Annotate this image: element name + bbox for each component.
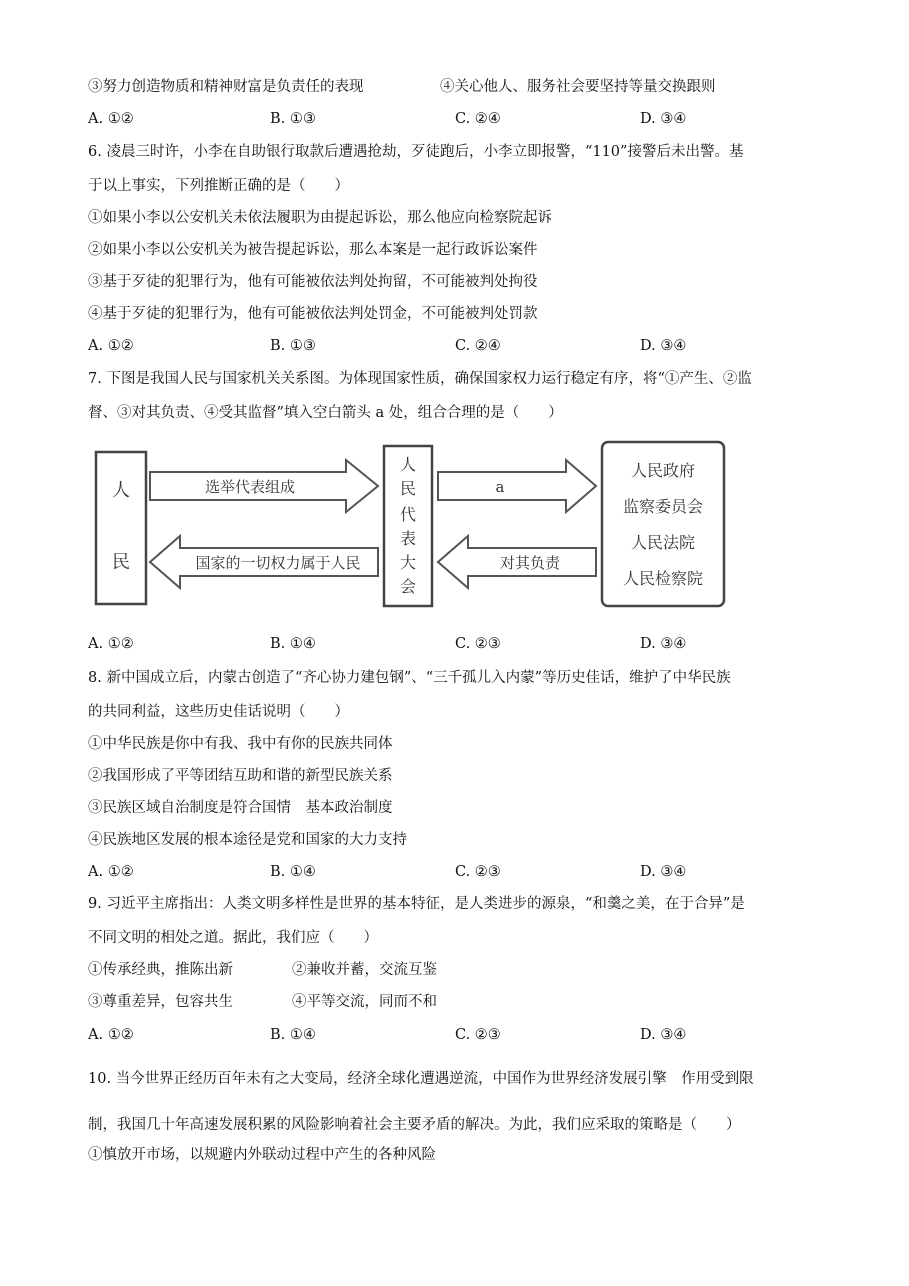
q9-stem-line1: 9. 习近平主席指出：人类文明多样性是世界的基本特征，是人类进步的源泉，“和羹之美，在于合异”是	[88, 896, 745, 912]
relationship-diagram-svg	[88, 436, 728, 614]
q7-option-d: D. ③④	[640, 636, 687, 652]
q10-item-1: ①慎放开市场，以规避内外联动过程中产生的各种风险	[88, 1147, 436, 1163]
q7-stem-line2: 督、③对其负责、④受其监督”填入空白箭头 a 处，组合合理的是（ ）	[88, 405, 563, 421]
q9-option-c: C. ②③	[455, 1027, 501, 1043]
congress-char-2: 民	[399, 479, 417, 498]
q5-option-b: B. ①③	[270, 111, 316, 127]
q6-item-3: ③基于歹徒的犯罪行为，他有可能被依法判处拘留，不可能被判处拘役	[88, 274, 538, 290]
organ-court: 人民法院	[630, 533, 696, 552]
q8-item-3: ③民族区域自治制度是符合国情 基本政治制度	[88, 800, 393, 816]
q7-option-c: C. ②③	[455, 636, 501, 652]
q6-item-4: ④基于歹徒的犯罪行为，他有可能被依法判处罚金，不可能被判处罚款	[88, 306, 538, 322]
q8-stem-line2: 的共同利益，这些历史佳话说明（ ）	[88, 704, 349, 720]
q8-option-a: A. ①②	[88, 864, 134, 880]
q5-option-c: C. ②④	[455, 111, 501, 127]
q5-item-3: ③努力创造物质和精神财富是负责任的表现	[88, 79, 364, 95]
q10-stem-line2: 制，我国几十年高速发展积累的风险影响着社会主要矛盾的解决。为此，我们应采取的策略是（ ）	[88, 1117, 741, 1133]
q8-item-4: ④民族地区发展的根本途径是党和国家的大力支持	[88, 832, 407, 848]
arrow-elect-label: 选举代表组成	[204, 478, 296, 496]
congress-char-6: 会	[399, 577, 417, 596]
arrow-responsible-label: 对其负责	[499, 554, 561, 572]
q9-item-2: ②兼收并蓄，交流互鉴	[292, 962, 437, 978]
q7-option-b: B. ①④	[270, 636, 316, 652]
people-char-2: 民	[112, 552, 130, 573]
congress-char-5: 大	[399, 553, 417, 572]
congress-char-1: 人	[399, 455, 417, 474]
q6-option-a: A. ①②	[88, 338, 134, 354]
relationship-diagram	[88, 436, 728, 614]
q8-option-c: C. ②③	[455, 864, 501, 880]
q9-option-d: D. ③④	[640, 1027, 687, 1043]
organ-government: 人民政府	[630, 461, 696, 480]
q9-item-4: ④平等交流，同而不和	[292, 994, 437, 1010]
q8-stem-line1: 8. 新中国成立后，内蒙古创造了“齐心协力建包钢”、“三千孤儿入内蒙”等历史佳话，维护了中华民族	[88, 670, 731, 686]
q6-item-2: ②如果小李以公安机关为被告提起诉讼，那么本案是一起行政诉讼案件	[88, 242, 538, 258]
organ-supervisory-commission: 监察委员会	[622, 497, 704, 516]
people-box	[96, 452, 146, 604]
q5-option-d: D. ③④	[640, 111, 687, 127]
arrow-a-label: a	[495, 478, 505, 496]
q10-stem-line1: 10. 当今世界正经历百年未有之大变局，经济全球化遭遇逆流，中国作为世界经济发展引擎 作用受到限	[88, 1071, 754, 1087]
q9-option-b: B. ①④	[270, 1027, 316, 1043]
q6-option-d: D. ③④	[640, 338, 687, 354]
q5-option-a: A. ①②	[88, 111, 134, 127]
q6-stem-line1: 6. 凌晨三时许，小李在自助银行取款后遭遇抢劫，歹徒跑后，小李立即报警，“110”接警后未出警。基	[88, 144, 744, 160]
arrow-a-right	[438, 460, 596, 512]
congress-char-3: 代	[399, 505, 417, 524]
q8-item-2: ②我国形成了平等团结互助和谐的新型民族关系	[88, 768, 393, 784]
q6-item-1: ①如果小李以公安机关未依法履职为由提起诉讼，那么他应向检察院起诉	[88, 210, 552, 226]
q5-item-4: ④关心他人、服务社会要坚持等量交换跟则	[440, 79, 716, 95]
q6-option-b: B. ①③	[270, 338, 316, 354]
q9-item-3: ③尊重差异，包容共生	[88, 994, 233, 1010]
arrow-power-label: 国家的一切权力属于人民	[195, 554, 361, 572]
q8-option-d: D. ③④	[640, 864, 687, 880]
q8-option-b: B. ①④	[270, 864, 316, 880]
organ-procuratorate: 人民检察院	[622, 569, 704, 588]
q9-item-1: ①传承经典，推陈出新	[88, 962, 233, 978]
congress-char-4: 表	[399, 529, 417, 548]
q7-stem-line1: 7. 下图是我国人民与国家机关关系图。为体现国家性质，确保国家权力运行稳定有序，将“①产生、②监	[88, 371, 752, 387]
q6-option-c: C. ②④	[455, 338, 501, 354]
q8-item-1: ①中华民族是你中有我、我中有你的民族共同体	[88, 736, 393, 752]
q7-option-a: A. ①②	[88, 636, 134, 652]
people-char-1: 人	[112, 480, 130, 501]
q9-option-a: A. ①②	[88, 1027, 134, 1043]
q6-stem-line2: 于以上事实，下列推断正确的是（ ）	[88, 178, 349, 194]
q9-stem-line2: 不同文明的相处之道。据此，我们应（ ）	[88, 930, 378, 946]
